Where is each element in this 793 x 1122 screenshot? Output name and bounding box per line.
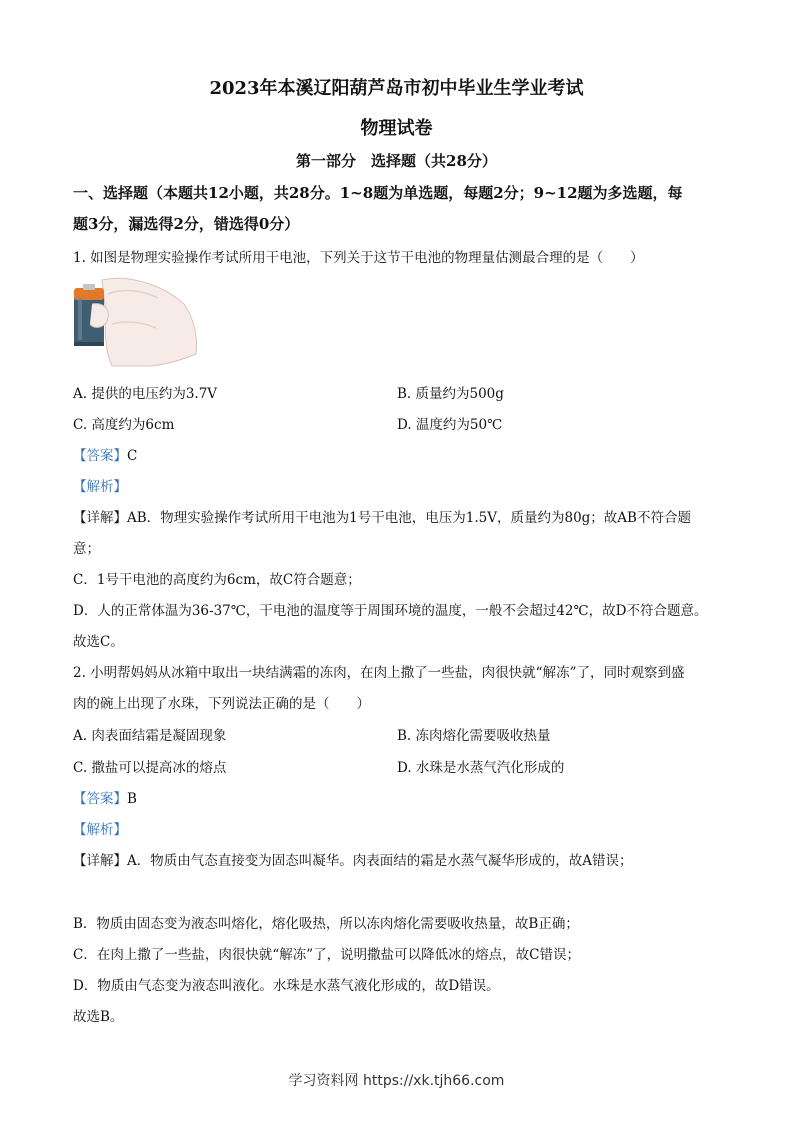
part-heading: 第一部分 选择题（共28分） — [296, 152, 497, 170]
detail-tag: 【详解】 — [73, 853, 127, 869]
q2-detail-line1: 【详解】A．物质由气态直接变为固态叫凝华。肉表面结的霜是水蒸气凝华形成的，故A错误； — [73, 853, 633, 869]
q1-analysis-tag: 【解析】 — [73, 479, 127, 495]
q2-detail-line5: 故选B。 — [73, 1009, 124, 1025]
q2-option-a: A. 肉表面结霜是凝固现象 — [73, 728, 227, 744]
q2-detail-line3: C．在肉上撒了一些盐，肉很快就“解冻”了，说明撒盐可以降低冰的熔点，故C错误； — [73, 947, 580, 963]
q1-detail-line3: C．1号干电池的高度约为6cm，故C符合题意； — [73, 572, 361, 588]
exam-title: 2023年本溪辽阳葫芦岛市初中毕业生学业考试 — [209, 78, 584, 99]
q2-answer — [73, 787, 137, 807]
q1-detail-line2: 意； — [73, 541, 100, 557]
q1-option-b: B. 质量约为500g — [397, 386, 504, 402]
answer-value: B — [127, 791, 137, 807]
q2-option-b: B. 冻肉熔化需要吸收热量 — [397, 728, 551, 744]
q1-stem: 1. 如图是物理实验操作考试所用干电池，下列关于这节干电池的物理量估测最合理的是（ ） — [73, 250, 644, 266]
q2-detail-line4: D．物质由气态变为液态叫液化。水珠是水蒸气液化形成的，故D错误。 — [73, 978, 500, 994]
q2-detail-line2: B．物质由固态变为液态叫熔化，熔化吸热，所以冻肉熔化需要吸收热量，故B正确； — [73, 916, 579, 932]
answer-value: C — [127, 448, 138, 464]
q1-answer — [73, 444, 137, 464]
exam-subtitle: 物理试卷 — [360, 118, 433, 139]
q1-option-d: D. 温度约为50℃ — [397, 417, 503, 433]
q2-option-c: C. 撒盐可以提高冰的熔点 — [73, 760, 227, 776]
q1-option-a: A. 提供的电压约为3.7V — [73, 386, 218, 402]
section-instructions-line1: 一、选择题（本题共12小题，共28分。1~8题为单选题，每题2分；9~12题为多选题，每 — [73, 184, 683, 202]
q2-stem-line1: 2. 小明帮妈妈从冰箱中取出一块结满霜的冻肉，在肉上撒了一些盐，肉很快就“解冻”了，同时观察到盛 — [73, 665, 685, 681]
q1-detail-line4: D．人的正常体温为36-37℃，干电池的温度等于周围环境的温度，一般不会超过42℃，故D不符合题意。 — [73, 603, 708, 619]
answer-tag: 【答案】 — [73, 791, 127, 807]
section-instructions-line2: 题3分，漏选得2分，错选得0分） — [73, 215, 300, 233]
q1-detail-line5: 故选C。 — [73, 634, 124, 650]
answer-tag: 【答案】 — [73, 448, 127, 464]
battery-in-hand-icon — [72, 274, 200, 370]
q2-option-d: D. 水珠是水蒸气汽化形成的 — [397, 760, 565, 776]
q1-option-c: C. 高度约为6cm — [73, 417, 175, 433]
q2-analysis-tag: 【解析】 — [73, 822, 127, 838]
q2-stem-line2: 肉的碗上出现了水珠，下列说法正确的是（ ） — [73, 696, 370, 712]
q1-detail-line1: 【详解】AB．物理实验操作考试所用干电池为1号干电池，电压为1.5V，质量约为80g；故AB不符合题 — [73, 510, 691, 526]
detail-tag: 【详解】 — [73, 510, 127, 526]
page-footer: 学习资料网 https://xk.tjh66.com — [288, 1073, 505, 1089]
